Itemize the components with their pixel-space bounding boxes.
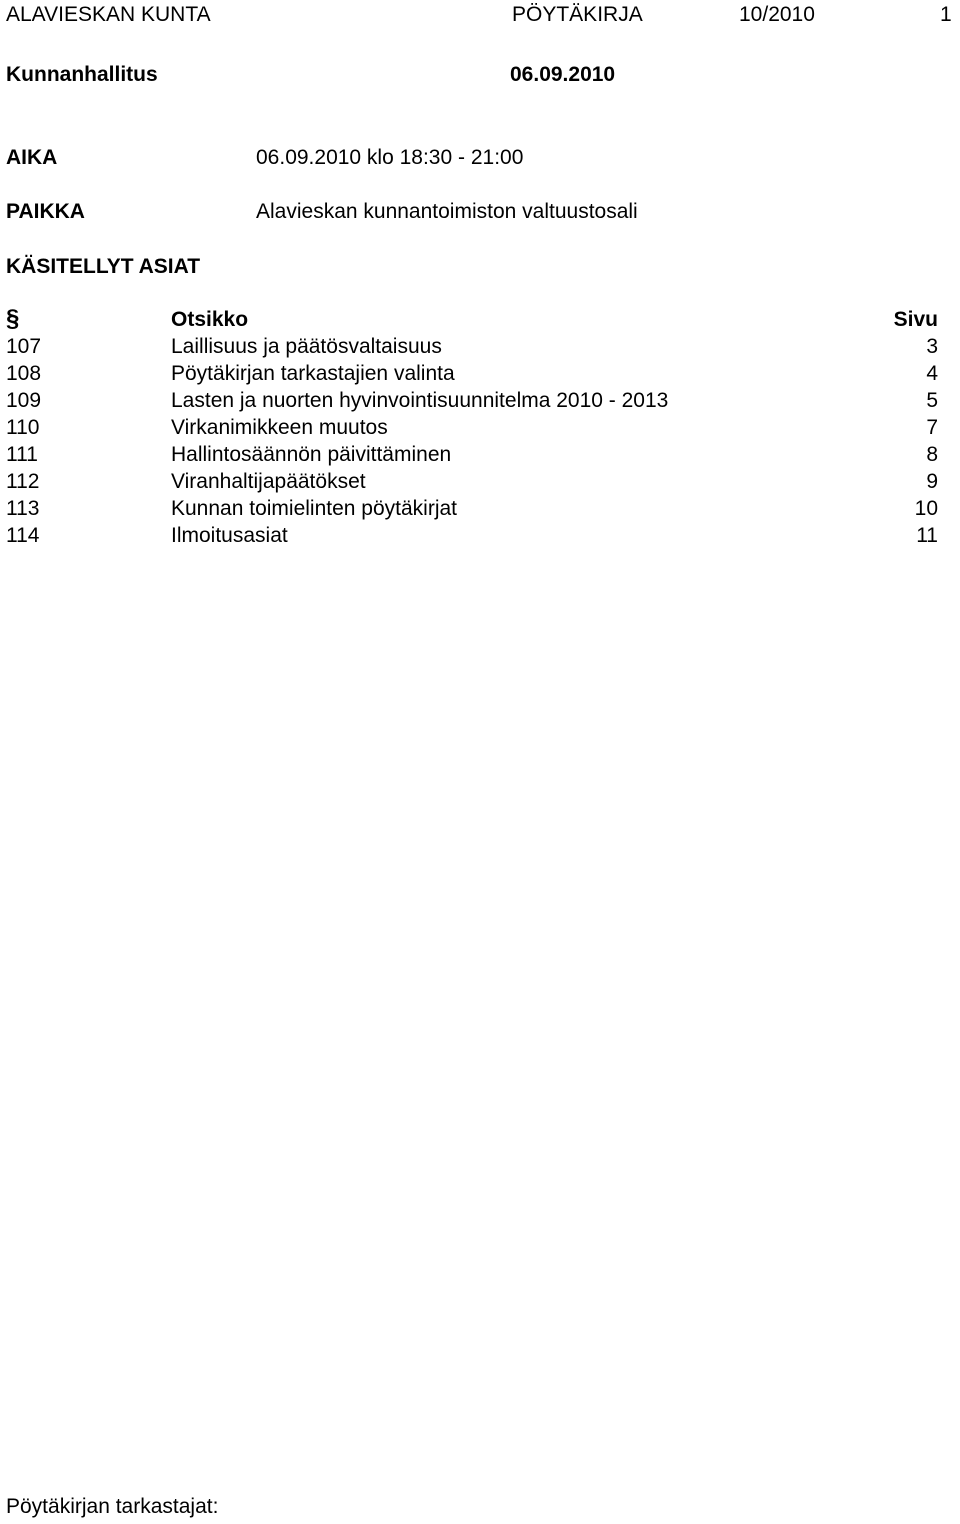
item-page: 9 (926, 470, 938, 493)
agenda-row (6, 363, 938, 390)
item-page: 5 (926, 389, 938, 412)
column-title-header: Otsikko (171, 308, 249, 331)
agenda-row (6, 471, 938, 498)
page-number: 1 (940, 3, 952, 26)
item-number: 112 (6, 470, 40, 493)
item-title: Laillisuus ja päätösvaltaisuus (171, 335, 442, 358)
agenda-row (6, 525, 938, 552)
item-number: 113 (6, 497, 40, 520)
minutes-reviewers-label: Pöytäkirjan tarkastajat: (6, 1495, 219, 1518)
item-title: Pöytäkirjan tarkastajien valinta (171, 362, 455, 385)
item-title: Lasten ja nuorten hyvinvointisuunnitelma 2010 - 2013 (171, 389, 669, 412)
item-number: 114 (6, 524, 40, 547)
agenda-row (6, 390, 938, 417)
time-value: 06.09.2010 klo 18:30 - 21:00 (256, 146, 524, 169)
time-label: AIKA (6, 146, 58, 169)
item-number: 111 (6, 443, 38, 466)
item-title: Virkanimikkeen muutos (171, 416, 388, 439)
column-page-header: Sivu (893, 308, 938, 331)
municipality-name: ALAVIESKAN KUNTA (6, 3, 211, 26)
item-number: 110 (6, 416, 40, 439)
item-title: Ilmoitusasiat (171, 524, 288, 547)
section-title: KÄSITELLYT ASIAT (6, 255, 201, 278)
item-page: 4 (926, 362, 938, 385)
item-page: 10 (914, 497, 938, 520)
item-number: 107 (6, 335, 42, 358)
meeting-date: 06.09.2010 (510, 63, 616, 86)
document-type: PÖYTÄKIRJA (512, 3, 643, 26)
agenda-row (6, 417, 938, 444)
document-number: 10/2010 (739, 3, 815, 26)
item-number: 109 (6, 389, 42, 412)
place-label: PAIKKA (6, 200, 85, 223)
agenda-row (6, 444, 938, 471)
item-title: Kunnan toimielinten pöytäkirjat (171, 497, 458, 520)
agenda-header-row (6, 305, 938, 336)
item-page: 3 (926, 335, 938, 358)
governing-body: Kunnanhallitus (6, 63, 158, 86)
agenda-row (6, 336, 938, 363)
place-value: Alavieskan kunnantoimiston valtuustosali (256, 200, 638, 223)
item-number: 108 (6, 362, 42, 385)
agenda-row (6, 498, 938, 525)
item-title: Hallintosäännön päivittäminen (171, 443, 452, 466)
agenda-table (6, 305, 938, 552)
item-page: 7 (926, 416, 938, 439)
section-sign-icon: § (6, 305, 20, 332)
item-page: 11 (916, 524, 938, 547)
item-title: Viranhaltijapäätökset (171, 470, 366, 493)
item-page: 8 (926, 443, 938, 466)
